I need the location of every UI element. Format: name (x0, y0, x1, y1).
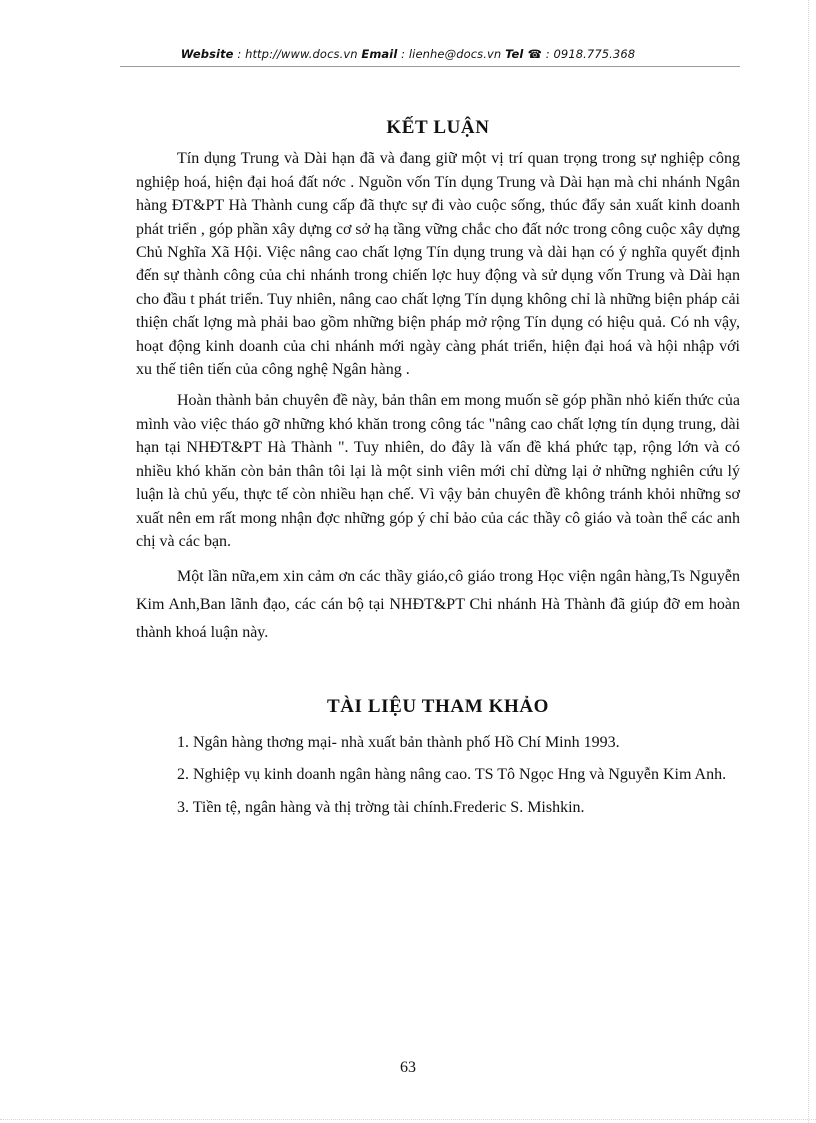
reference-item-1: 1. Ngân hàng thơng mại- nhà xuất bản thành phố Hồ Chí Minh 1993. (177, 733, 620, 751)
document-body (136, 116, 740, 819)
email-separator: : (397, 47, 409, 61)
conclusion-paragraph-3: Một lần nữa,em xin cảm ơn các thầy giáo,cô giáo trong Học viện ngân hàng,Ts Nguyễn Kim Anh,Ban lãnh đạo, các cán bộ tại NHĐT&PT Chi nhánh Hà Thành đã giúp đỡ em hoàn thành khoá luận này. (136, 568, 740, 642)
reference-item-2: 2. Nghiệp vụ kinh doanh ngân hàng nâng cao. TS Tô Ngọc Hng và Nguyễn Kim Anh. (177, 766, 727, 784)
conclusion-paragraph-1: Tín dụng Trung và Dài hạn đã và đang giữ một vị trí quan trọng trong sự nghiệp công nghiệp hoá, hiện đại hoá đất nớc . Nguồn vốn Tín dụng Trung và Dài hạn mà chi nhánh Ngân hàng ĐT&PT Hà Thành cung cấp đã thực sự đi vào cuộc sống, thúc đẩy sản xuất kinh doanh phát triển , góp phần xây dựng cơ sở hạ tầng vững chắc cho đất nớc trong công cuộc xây dựng Chủ Nghĩa Xã Hội. Việc nâng cao chất lợng Tín dụng trung và dài hạn có ý nghĩa quyết định đến sự thành công của chi nhánh trong chiến lợc huy động và sử dụng vốn Trung và Dài hạn cho đầu t phát triển. Tuy nhiên, nâng cao chất lợng Tín dụng không chỉ là những biện pháp cải thiện chất lợng mà phải bao gồm những biện pháp mở rộng Tín dụng có hiệu quả. Có nh vậy, hoạt động kinh doanh của chi nhánh mới ngày càng phát triển, hiện đại hoá và hội nhập với xu thế tiên tiến của công nghệ Ngân hàng . (136, 150, 740, 379)
email-address: lienhe@docs.vn (408, 47, 506, 61)
references-heading: TÀI LIỆU THAM KHẢO (326, 696, 550, 718)
conclusion-heading: KẾT LUẬN (386, 117, 490, 138)
header-divider (120, 66, 740, 67)
website-label: Website (180, 47, 234, 61)
reference-item-3: 3. Tiền tệ, ngân hàng và thị trờng tài chính.Frederic S. Mishkin. (177, 798, 585, 816)
page-header (0, 47, 816, 61)
page-number: 63 (400, 1059, 416, 1076)
conclusion-paragraph-2: Hoàn thành bản chuyên đề này, bản thân em mong muốn sẽ góp phần nhỏ kiến thức của mình vào việc tháo gỡ những khó khăn trong công tác "nâng cao chất lợng tín dụng trung, dài hạn tại NHĐT&PT Hà Thành ". Tuy nhiên, do đây là vấn đề khá phức tạp, rộng lớn và có nhiều khó khăn còn bản thân tôi lại là một sinh viên mới chỉ dừng lại ở những nghiên cứu lý luận là chủ yếu, thực tế còn nhiều hạn chế. Vì vậy bản chuyên đề không tránh khỏi những sơ xuất nên em rất mong nhận đợc những góp ý chỉ bảo của các thầy cô giáo và toàn thể các anh chị và các bạn. (136, 392, 740, 550)
tel-label: Tel ☎ (505, 47, 542, 61)
tel-separator: : (542, 47, 554, 61)
page-edge-right (808, 0, 809, 1123)
website-separator: : (233, 47, 246, 61)
website-url: http://www.docs.vn (245, 47, 362, 61)
email-label: Email (361, 47, 398, 61)
page-edge-bottom (0, 1119, 816, 1120)
tel-number: 0918.775.368 (553, 47, 636, 61)
